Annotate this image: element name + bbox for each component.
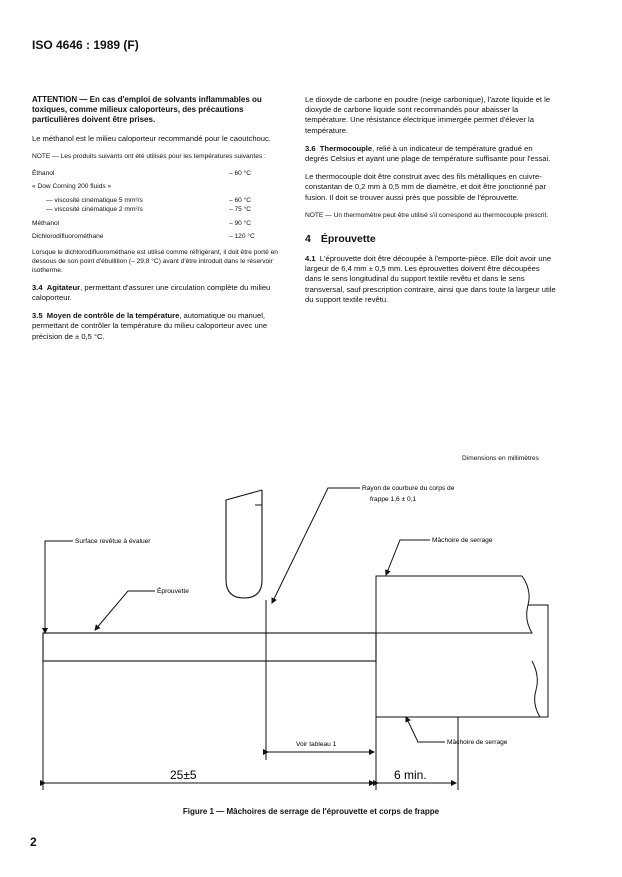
- product-row: Éthanol – 60 °C: [32, 169, 252, 177]
- label-specimen: Éprouvette: [157, 588, 189, 595]
- document-header: ISO 4646 : 1989 (F): [32, 38, 139, 52]
- jaw-break-right: [528, 605, 548, 717]
- section-3-6: 3.6 Thermocouple, relié à un indicateur de température gradué en degrés Celsius et ayant une plage de température suffisante pour l'essai.: [305, 143, 551, 164]
- label-table-ref: Voir tableau 1: [296, 741, 337, 748]
- label-radius-line2: frappe 1,6 ± 0,1: [370, 496, 417, 503]
- striker-body: [226, 490, 262, 598]
- thermometer-note: NOTE — Un thermomètre peut être utilisé s'il correspond au thermocouple prescrit.: [305, 211, 549, 219]
- product-row: Méthanol – 90 °C: [32, 219, 252, 227]
- figure-caption: Figure 1 — Mâchoires de serrage de l'éprouvette et corps de frappe: [182, 807, 440, 816]
- thermocouple-paragraph: Le thermocouple doit être construit avec des fils métalliques en cuivre-constantan de 0,2 mm à 0,5 mm de diamètre, et doit être jonctionné par fusion. Il doit se trouver aussi près que possible de l'éprouvette.: [305, 172, 547, 202]
- product-row: Dichlorodifluorométhane – 120 °C: [32, 233, 255, 241]
- section-4-1: 4.1 L'éprouvette doit être découpée à l'emporte-pièce. Elle doit avoir une largeur de 6,4 mm ± 0,5 mm. Les éprouvettes doivent être découpées dans le sens longitudinal du support textile revêtu et dans le sens transversal, sauf prescription contraire, ainsi que dans toute la largeur utile du support textile revêtu.: [305, 254, 556, 304]
- product-row: — viscosité cinématique 2 mm²/s – 75 °C: [46, 206, 252, 214]
- label-jaw-top: Mâchoire de serrage: [432, 537, 493, 544]
- leader-jaw-bottom: [406, 717, 445, 742]
- warning-paragraph: ATTENTION — En cas d'emploi de solvants inflammables ou toxiques, comme milieux caloporteurs, des précautions particulières doivent être prises.: [32, 95, 262, 125]
- dimension-units: Dimensions en millimètres: [462, 455, 539, 462]
- upper-jaw-break: [376, 576, 532, 633]
- products-note: NOTE — Les produits suivants ont été utilisés pour les températures suivantes :: [32, 152, 266, 160]
- methanol-paragraph: Le méthanol est le milieu caloporteur recommandé pour le caoutchouc.: [32, 133, 271, 143]
- refrigerant-note: Lorsque le dichlorodifluorométhane est utilisé comme réfrigérant, il doit être porté en dessous de son point d'ébullition (– 29,8 °C) avant d'être introduit dans le réservoir isotherme.: [32, 248, 278, 274]
- section-3-5: 3.5 Moyen de contrôle de la température, automatique ou manuel, permettant de contrôler la température du milieu caloporteur avec une précision de ± 0,5 °C.: [32, 311, 268, 341]
- leader-specimen: [95, 591, 155, 630]
- page-number: 2: [30, 835, 37, 849]
- dry-ice-paragraph: Le dioxyde de carbone en poudre (neige carbonique), l'azote liquide et le dioxyde de carbone liquide sont recommandés pour abaisser la température. Une résistance électrique immergée permet d'élever la température.: [305, 95, 551, 135]
- lower-jaw-break: [532, 661, 540, 717]
- label-surface: Surface revêtue à évaluer: [75, 538, 151, 545]
- label-dim-6: 6 min.: [394, 768, 427, 782]
- label-radius-line1: Rayon de courbure du corps de: [362, 485, 455, 492]
- section-4-heading: 4 Éprouvette: [305, 232, 376, 245]
- section-3-4: 3.4 Agitateur, permettant d'assurer une circulation complète du milieu caloporteur.: [32, 282, 271, 303]
- leader-radius: [272, 488, 360, 603]
- specimen-bar: [43, 633, 376, 661]
- label-jaw-bottom: Mâchoire de serrage: [447, 739, 508, 746]
- lower-jaw: [376, 661, 540, 717]
- product-row: — viscosité cinématique 5 mm²/s – 60 °C: [46, 196, 252, 204]
- product-row: « Dow Corning 200 fluids »: [32, 183, 112, 191]
- leader-jaw-top: [386, 540, 430, 575]
- label-dim-25: 25±5: [170, 768, 197, 782]
- leader-surface: [45, 541, 73, 633]
- upper-jaw: [376, 576, 522, 633]
- striker-top-edge: [226, 490, 262, 500]
